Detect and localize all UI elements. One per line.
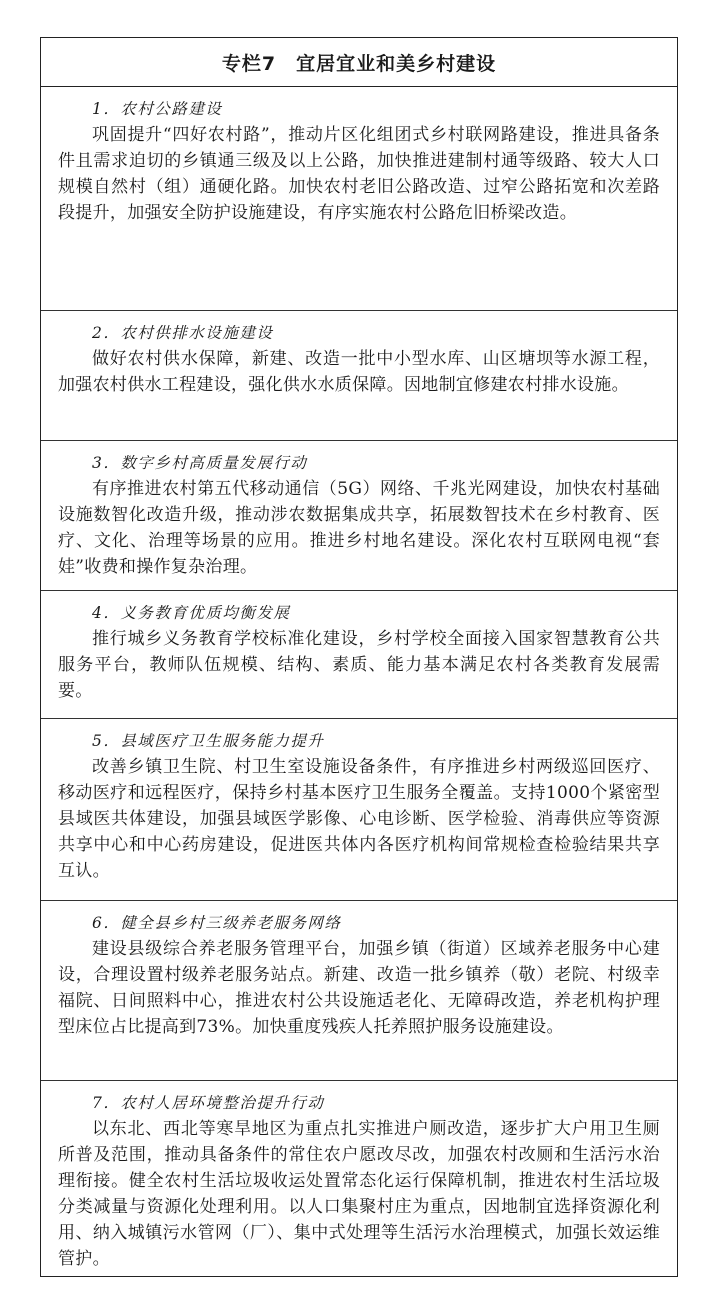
section-body: 巩固提升“四好农村路”，推动片区化组团式乡村联网路建设，推进具备条件且需求迫切的乡镇通三级及以上公路，加快推进建制村通等级路、较大人口规模自然村（组）通硬化路。加快农村老旧公路改造、过窄公路拓宽和次差路段提升，加强安全防护设施建设，有序实施农村公路危旧桥梁改造。 [58, 125, 660, 223]
section-heading: 6．健全县乡村三级养老服务网络 [92, 914, 342, 932]
section-county-medical [41, 719, 677, 901]
section-body: 以东北、西北等寒旱地区为重点扎实推进户厕改造，逐步扩大户用卫生厕所普及范围，推动具备条件的常住农户愿改尽改，加强农村改厕和生活污水治理衔接。健全农村生活垃圾收运处置常态化运行保障机制，推进农村生活垃圾分类减量与资源化处理利用。以人口集聚村庄为重点，因地制宜选择资源化利用、纳入城镇污水管网（厂）、集中式处理等生活污水治理模式，加强长效运维管护。 [58, 1119, 660, 1269]
section-heading: 1．农村公路建设 [92, 100, 223, 118]
column-box [40, 37, 678, 1277]
column-title: 专栏7 宜居宜业和美乡村建设 [41, 38, 677, 87]
section-body: 建设县级综合养老服务管理平台，加强乡镇（街道）区域养老服务中心建设，合理设置村级养老服务站点。新建、改造一批乡镇养（敬）老院、村级幸福院、日间照料中心，推进农村公共设施适老化、无障碍改造，养老机构护理型床位占比提高到73%。加快重度残疾人托养照护服务设施建设。 [58, 939, 660, 1037]
section-rural-roads [41, 87, 677, 311]
section-heading: 2．农村供排水设施建设 [92, 324, 274, 342]
section-living-environment [41, 1081, 677, 1301]
section-compulsory-education [41, 591, 677, 719]
section-body: 做好农村供水保障，新建、改造一批中小型水库、山区塘坝等水源工程，加强农村供水工程建设，强化供水水质保障。因地制宜修建农村排水设施。 [58, 349, 660, 395]
section-body: 改善乡镇卫生院、村卫生室设施设备条件，有序推进乡村两级巡回医疗、移动医疗和远程医疗，保持乡村基本医疗卫生服务全覆盖。支持1000个紧密型县域医共体建设，加强县域医学影像、心电诊断、医学检验、消毒供应等资源共享中心和中心药房建设，促进医共体内各医疗机构间常规检查检验结果共享互认。 [58, 757, 660, 881]
section-water-supply [41, 311, 677, 441]
section-heading: 4．义务教育优质均衡发展 [92, 604, 291, 622]
section-heading: 5．县域医疗卫生服务能力提升 [92, 732, 325, 750]
section-heading: 3．数字乡村高质量发展行动 [92, 454, 308, 472]
section-heading: 7．农村人居环境整治提升行动 [92, 1094, 325, 1112]
section-body: 推行城乡义务教育学校标准化建设，乡村学校全面接入国家智慧教育公共服务平台，教师队伍规模、结构、素质、能力基本满足农村各类教育发展需要。 [58, 629, 660, 701]
section-body: 有序推进农村第五代移动通信（5G）网络、千兆光网建设，加快农村基础设施数智化改造升级，推动涉农数据集成共享，拓展数智技术在乡村教育、医疗、文化、治理等场景的应用。推进乡村地名建设。深化农村互联网电视“套娃”收费和操作复杂治理。 [58, 479, 660, 577]
section-digital-village [41, 441, 677, 591]
section-elderly-care [41, 901, 677, 1081]
